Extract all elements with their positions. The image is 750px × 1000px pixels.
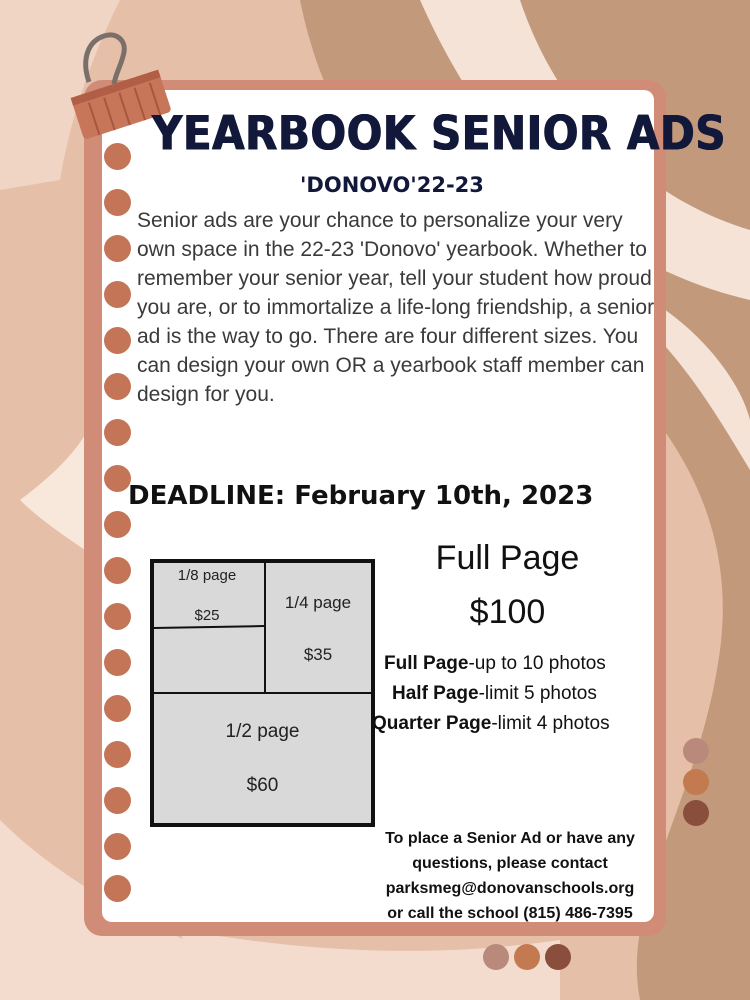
divider-horizontal-eighth: [154, 625, 264, 629]
decor-dot: [483, 944, 509, 970]
binder-hole: [104, 373, 131, 400]
binder-hole: [104, 327, 131, 354]
binder-hole: [104, 603, 131, 630]
contact-line-2: questions, please contact: [412, 855, 608, 872]
half-page-price: $60: [246, 775, 279, 796]
binder-hole: [104, 875, 131, 902]
quarter-page-label: 1/4 page: [284, 593, 352, 612]
decor-dot: [683, 800, 709, 826]
decor-dot: [545, 944, 571, 970]
eighth-page-label: 1/8 page: [177, 567, 237, 584]
binder-hole: [104, 557, 131, 584]
photo-limit-quarter-detail: -limit 4 photos: [491, 713, 610, 734]
contact-phone: or call the school (815) 486-7395: [387, 905, 633, 922]
divider-vertical: [264, 563, 266, 692]
photo-limit-quarter: [372, 710, 610, 738]
binder-hole: [104, 649, 131, 676]
binder-hole: [104, 235, 131, 262]
photo-limit-full: [384, 650, 606, 678]
photo-limit-quarter-size: Quarter Page: [372, 713, 492, 734]
ad-size-diagram: [150, 559, 375, 827]
full-page-price: $100: [469, 593, 546, 631]
eighth-page-price: $25: [194, 607, 220, 624]
binder-hole: [104, 465, 131, 492]
deadline-text: DEADLINE: February 10th, 2023: [128, 481, 594, 511]
decor-dot: [683, 769, 709, 795]
flyer-description: Senior ads are your chance to personalize your very own space in the 22-23 'Donovo' yearbook. Whether to remember your senior year, tell your student how proud you are, or to immortalize a life-long friendship, a senior ad is the way to go. There are four different sizes. You can design your own OR a yearbook staff member can design for you.: [137, 209, 655, 406]
contact-email[interactable]: parksmeg@donovanschools.org: [385, 880, 635, 897]
flyer-subtitle: 'DONOVO'22-23: [300, 173, 484, 197]
photo-limit-half-detail: -limit 5 photos: [478, 683, 597, 704]
photo-limit-half: [392, 680, 597, 708]
contact-line-1: To place a Senior Ad or have any: [385, 830, 635, 847]
contact-info: [360, 826, 660, 926]
photo-limit-full-size: Full Page: [384, 653, 469, 674]
decor-dot: [514, 944, 540, 970]
binder-hole: [104, 695, 131, 722]
binder-hole: [104, 833, 131, 860]
flyer-title: YEARBOOK SENIOR ADS: [152, 105, 727, 161]
binder-hole: [104, 143, 131, 170]
photo-limit-half-size: Half Page: [392, 683, 479, 704]
decor-dot: [683, 738, 709, 764]
binder-hole: [104, 741, 131, 768]
quarter-page-price: $35: [303, 645, 333, 664]
full-page-label: Full Page: [435, 539, 580, 577]
binder-hole: [104, 419, 131, 446]
binder-hole: [104, 281, 131, 308]
binder-hole: [104, 511, 131, 538]
binder-hole: [104, 189, 131, 216]
divider-horizontal-main: [150, 692, 375, 694]
photo-limit-full-detail: -up to 10 photos: [468, 653, 606, 674]
half-page-label: 1/2 page: [225, 721, 300, 742]
binder-hole: [104, 787, 131, 814]
